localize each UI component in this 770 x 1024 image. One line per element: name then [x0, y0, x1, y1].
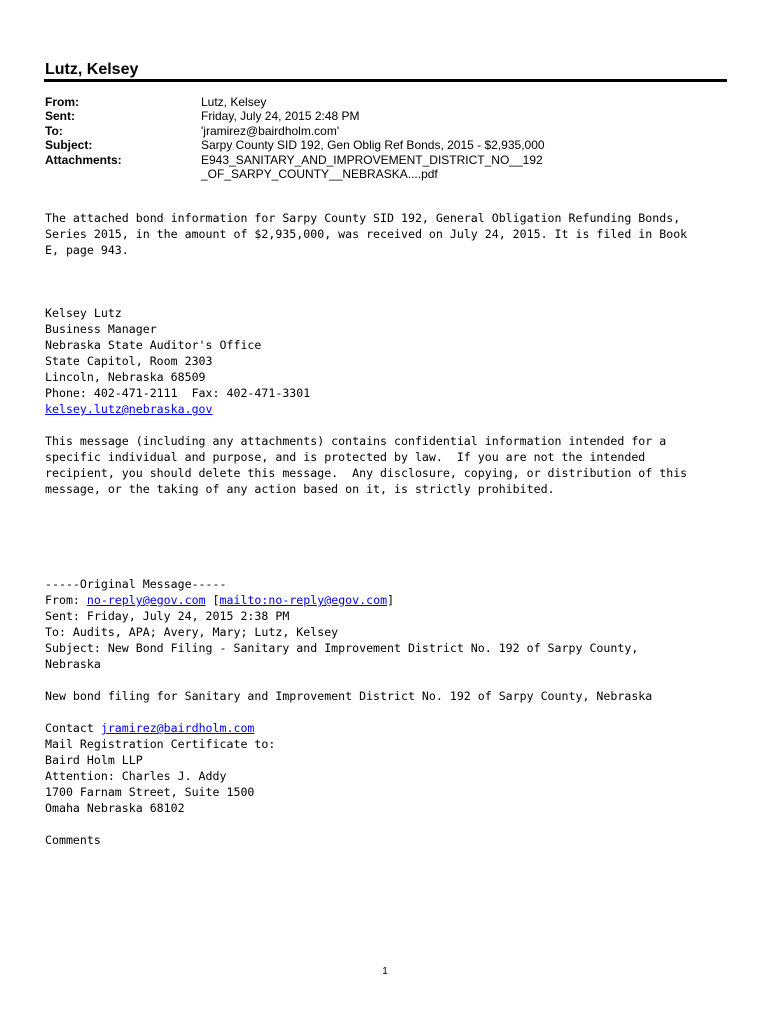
header-row-subject: [45, 138, 545, 152]
signature-email-link[interactable]: kelsey.lutz@nebraska.gov: [45, 402, 213, 416]
attachment-filename-line-1: E943_SANITARY_AND_IMPROVEMENT_DISTRICT_NO__192: [201, 152, 543, 167]
to-value: 'jramirez@bairdholm.com': [201, 123, 340, 138]
sent-value: Friday, July 24, 2015 2:48 PM: [201, 109, 360, 124]
attachments-value: [201, 153, 543, 182]
original-sent-line: Sent: Friday, July 24, 2015 2:38 PM: [45, 609, 290, 623]
original-subject-line-2: Nebraska: [45, 657, 101, 671]
email-header: [45, 95, 545, 181]
original-message: [45, 576, 652, 848]
header-row-sent: [45, 109, 545, 123]
street-address: 1700 Farnam Street, Suite 1500: [45, 785, 255, 799]
header-row-attachments: [45, 153, 545, 182]
original-from-bracket-close: ]: [387, 593, 395, 607]
signature-name: Kelsey Lutz: [45, 306, 122, 320]
signature-role: Business Manager: [45, 322, 157, 336]
signature-phone: Phone: 402-471-2111 Fax: 402-471-3301: [45, 386, 311, 400]
attachment-filename-line-2: _OF_SARPY_COUNTY__NEBRASKA....pdf: [201, 167, 438, 182]
page-title: Lutz, Kelsey: [45, 61, 139, 78]
firm-name: Baird Holm LLP: [45, 753, 143, 767]
subject-value: Sarpy County SID 192, Gen Oblig Ref Bonds, 2015 - $2,935,000: [201, 138, 545, 153]
signature-room: State Capitol, Room 2303: [45, 354, 213, 368]
original-from-line: [45, 593, 394, 607]
comments-label: Comments: [45, 833, 101, 847]
city-address: Omaha Nebraska 68102: [45, 801, 185, 815]
from-value: Lutz, Kelsey: [201, 95, 267, 109]
message-body: [45, 210, 687, 258]
header-row-from: [45, 95, 545, 109]
disclaimer-line: specific individual and purpose, and is protected by law. If you are not the intended: [45, 450, 646, 464]
header-row-to: [45, 124, 545, 138]
disclaimer-line: recipient, you should delete this message. Any disclosure, copying, or distribution of this: [45, 466, 688, 480]
signature-office: Nebraska State Auditor's Office: [45, 338, 262, 352]
sent-label: Sent:: [45, 109, 75, 124]
original-to-line: To: Audits, APA; Avery, Mary; Lutz, Kelsey: [45, 625, 339, 639]
signature-block: [45, 305, 310, 417]
original-from-mailto-link[interactable]: mailto:no-reply@egov.com: [219, 593, 388, 607]
attachments-label: Attachments:: [45, 152, 122, 167]
disclaimer-line: This message (including any attachments) contains confidential information intended for a: [45, 434, 667, 448]
body-line: Series 2015, in the amount of $2,935,000, was received on July 24, 2015. It is filed in Book: [45, 227, 688, 241]
contact-line: [45, 721, 254, 735]
signature-city: Lincoln, Nebraska 68509: [45, 370, 206, 384]
original-from-email-link[interactable]: no-reply@egov.com: [86, 593, 206, 607]
original-message-divider: -----Original Message-----: [45, 577, 227, 591]
contact-prefix: Contact: [45, 721, 101, 735]
page-number: 1: [382, 966, 388, 977]
confidentiality-disclaimer: [45, 433, 687, 497]
body-line: The attached bond information for Sarpy County SID 192, General Obligation Refunding Bonds,: [45, 211, 681, 225]
attention-line: Attention: Charles J. Addy: [45, 769, 227, 783]
mail-registration-line: Mail Registration Certificate to:: [45, 737, 276, 751]
contact-email-link[interactable]: jramirez@bairdholm.com: [100, 721, 255, 735]
to-label: To:: [45, 123, 63, 138]
body-line: E, page 943.: [45, 243, 129, 257]
subject-label: Subject:: [45, 138, 93, 153]
original-subject-line-1: Subject: New Bond Filing - Sanitary and Improvement District No. 192 of Sarpy County,: [45, 641, 639, 655]
disclaimer-line: message, or the taking of any action based on it, is strictly prohibited.: [45, 482, 555, 496]
title-divider: [44, 79, 727, 82]
original-from-prefix: From:: [45, 593, 87, 607]
original-body-line: New bond filing for Sanitary and Improvement District No. 192 of Sarpy County, Nebraska: [45, 689, 653, 703]
from-label: From:: [45, 95, 79, 109]
original-from-bracket-open: [: [205, 593, 220, 607]
